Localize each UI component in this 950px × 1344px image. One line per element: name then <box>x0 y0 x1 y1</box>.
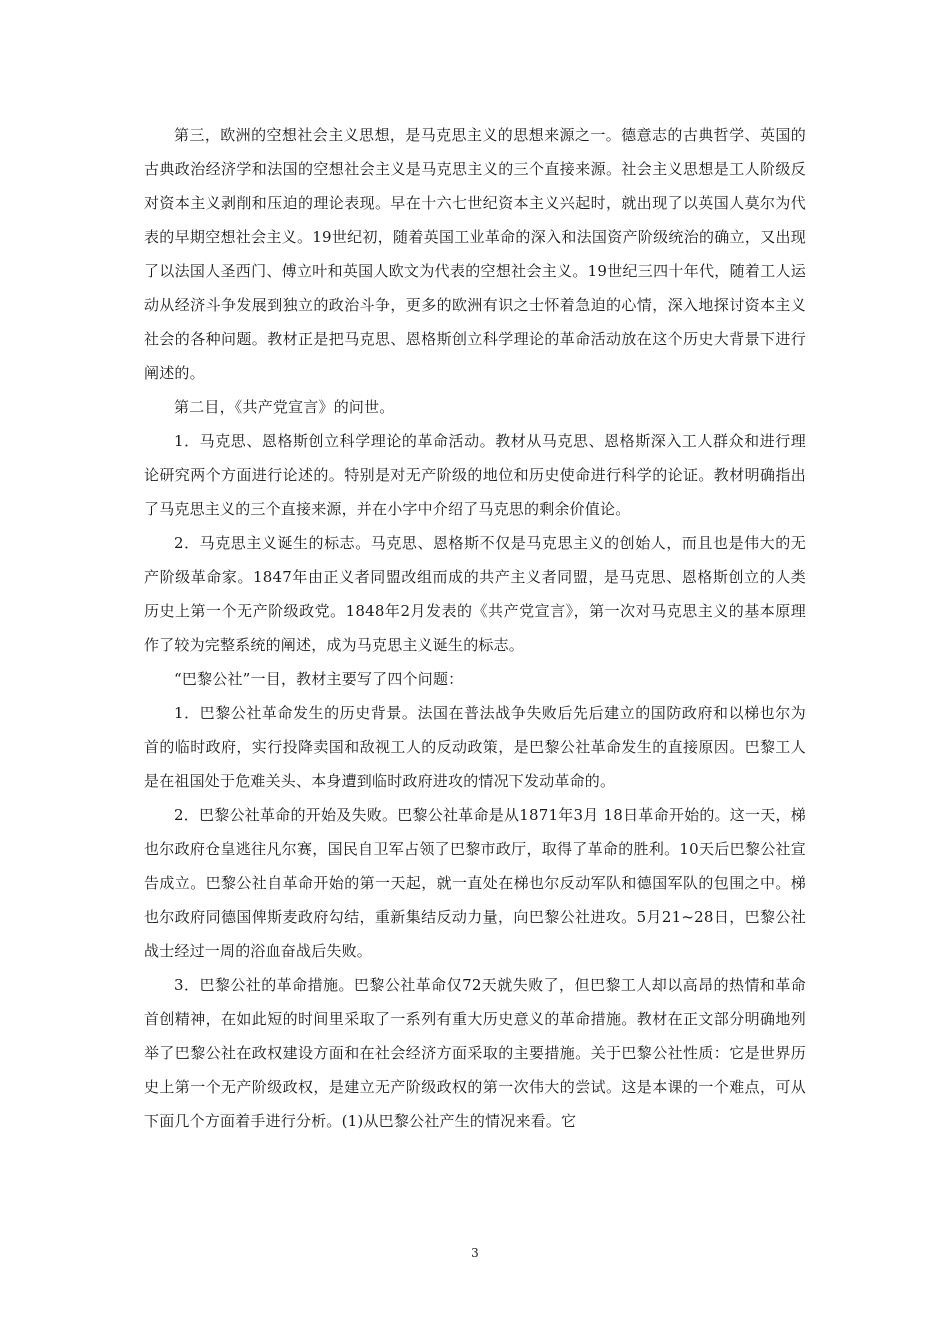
paragraph-section-heading-manifesto: 第二目，《共产党宣言》的问世。 <box>174 398 395 416</box>
paragraph-utopian-socialism: 第三，欧洲的空想社会主义思想，是马克思主义的思想来源之一。德意志的古典哲学、英国的古典政治经济学和法国的空想社会主义是马克思主义的三个直接来源。社会主义思想是工人阶级反对资本主义剥削和压迫的理论表现。早在十六七世纪资本主义兴起时，就出现了以英国人莫尔为代表的早期空想社会主义。19世纪初，随着英国工业革命的深入和法国资产阶级统治的确立，又出现了以法国人圣西门、傅立叶和英国人欧文为代表的空想社会主义。19世纪三四十年代，随着工人运动从经济斗争发展到独立的政治斗争，更多的欧洲有识之士怀着急迫的心情，深入地探讨资本主义社会的各种问题。教材正是把马克思、恩格斯创立科学理论的革命活动放在这个历史大背景下进行阐述的。 <box>144 126 806 382</box>
paragraph-commune-start-and-failure: 2．巴黎公社革命的开始及失败。巴黎公社革命是从1871年3月 18日革命开始的。这一天，梯也尔政府仓皇逃往凡尔赛，国民自卫军占领了巴黎市政厅，取得了革命的胜利。10天后巴黎公社宣告成立。巴黎公社自革命开始的第一天起，就一直处在梯也尔反动军队和德国军队的包围之中。梯也尔政府同德国俾斯麦政府勾结，重新集结反动力量，向巴黎公社进攻。5月21~28日，巴黎公社战士经过一周的浴血奋战后失败。 <box>144 806 806 960</box>
paragraph-commune-measures: 3．巴黎公社的革命措施。巴黎公社革命仅72天就失败了，但巴黎工人却以高昂的热情和革命首创精神，在如此短的时间里采取了一系列有重大历史意义的革命措施。教材在正文部分明确地列举了巴黎公社在政权建设方面和在社会经济方面采取的主要措施。关于巴黎公社性质：它是世界历史上第一个无产阶级政权，是建立无产阶级政权的第一次伟大的尝试。这是本课的一个难点，可从下面几个方面着手进行分析。(1)从巴黎公社产生的情况来看。它 <box>144 976 806 1130</box>
document-body <box>144 118 806 1138</box>
paragraph-commune-background: 1．巴黎公社革命发生的历史背景。法国在普法战争失败后先后建立的国防政府和以梯也尔为首的临时政府，实行投降卖国和敌视工人的反动政策，是巴黎公社革命发生的直接原因。巴黎工人是在祖国处于危难关头、本身遭到临时政府进攻的情况下发动革命的。 <box>144 704 806 790</box>
paragraph-theory-activities: 1．马克思、恩格斯创立科学理论的革命活动。教材从马克思、恩格斯深入工人群众和进行理论研究两个方面进行论述的。特别是对无产阶级的地位和历史使命进行科学的论证。教材明确指出了马克思主义的三个直接来源，并在小字中介绍了马克思的剩余价值论。 <box>144 432 806 518</box>
paragraph-paris-commune-intro: “巴黎公社”一目，教材主要写了四个问题： <box>174 670 464 688</box>
page-number: 3 <box>471 1246 479 1260</box>
paragraph-birth-of-marxism: 2．马克思主义诞生的标志。马克思、恩格斯不仅是马克思主义的创始人，而且也是伟大的无产阶级革命家。1847年由正义者同盟改组而成的共产主义者同盟，是马克思、恩格斯创立的人类历史上第一个无产阶级政党。1848年2月发表的《共产党宣言》，第一次对马克思主义的基本原理作了较为完整系统的阐述，成为马克思主义诞生的标志。 <box>144 534 806 654</box>
